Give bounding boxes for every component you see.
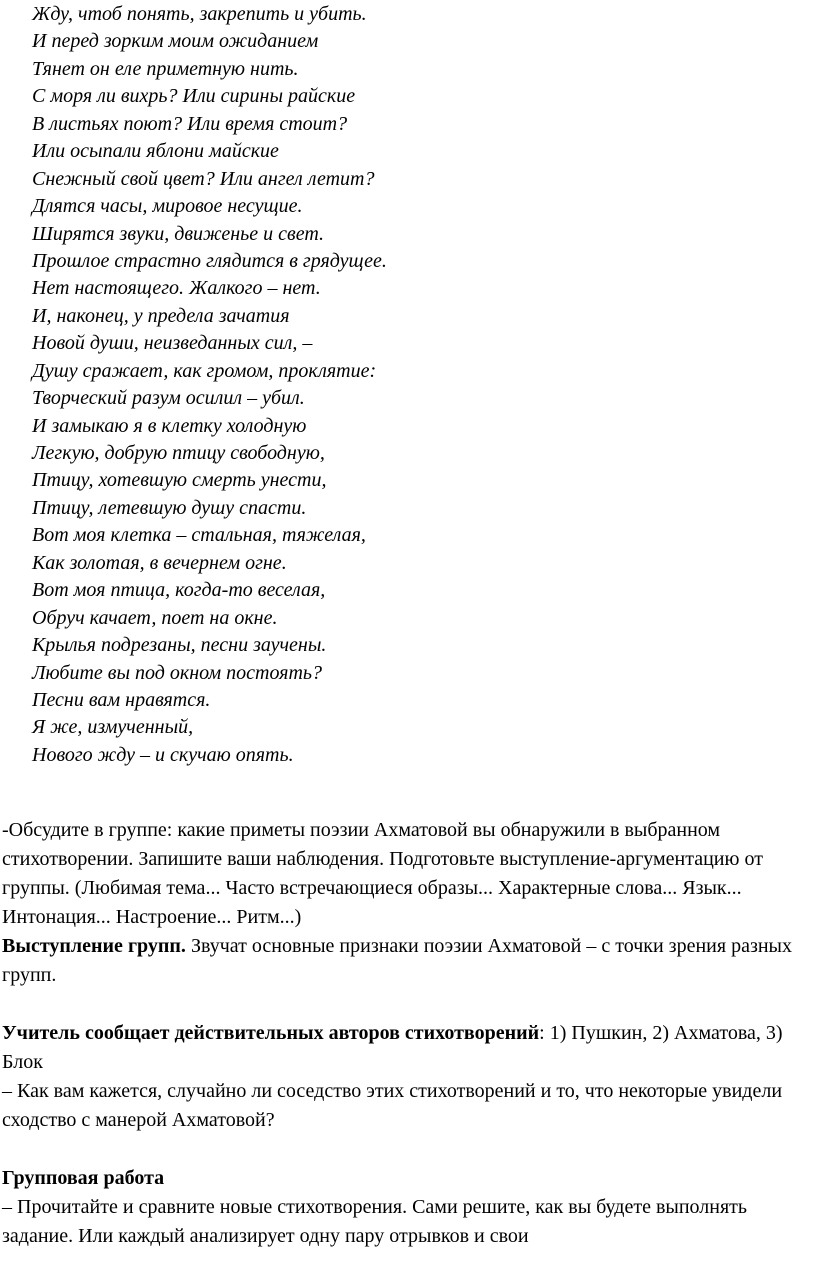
poem-line: В листьях поют? Или время стоит?	[32, 112, 348, 135]
presentation-heading: Выступление групп.	[2, 935, 186, 957]
teacher-paragraph	[2, 1019, 810, 1077]
poem-line: Обруч качает, поет на окне.	[32, 606, 278, 629]
teacher-text: : 1) Пушкин, 2) Ахматова, 3) Блок	[2, 1022, 783, 1073]
poem-line: Легкую, добрую птицу свободную,	[32, 442, 325, 464]
poem-line: Творческий разум осилил – убил.	[32, 387, 305, 410]
teacher-question: – Как вам кажется, случайно ли соседство этих стихотворений и то, что некоторые увидели сходство с манерой Ахматовой?	[2, 1080, 783, 1131]
poem-line: Снежный свой цвет? Или ангел летит?	[32, 167, 375, 190]
poem-line: Песни вам нравятся.	[32, 688, 211, 711]
poem-line: Душу сражает, как громом, проклятие:	[32, 359, 377, 382]
presentation-paragraph	[2, 932, 810, 990]
poem-line: Как золотая, в вечернем огне.	[32, 551, 287, 574]
lesson-instructions	[2, 816, 810, 1251]
poem-line: Вот моя птица, когда-то веселая,	[32, 579, 326, 602]
poem-line: Нового жду – и скучаю опять.	[32, 743, 294, 766]
poem-line: И, наконец, у предела зачатия	[32, 304, 290, 327]
poem-line: И замыкаю я в клетку холодную	[32, 414, 307, 437]
poem-line: Крылья подрезаны, песни заучены.	[32, 634, 327, 657]
poem-line: Тянет он еле приметную нить.	[32, 57, 299, 80]
poem-line: Длятся часы, мировое несущие.	[32, 195, 303, 218]
poem-line: Ширятся звуки, движенье и свет.	[32, 222, 325, 245]
poem-line: Или осыпали яблони майские	[32, 140, 279, 163]
poem-line: Вот моя клетка – стальная, тяжелая,	[32, 524, 366, 547]
spacer	[2, 990, 810, 1019]
poem-line: Любите вы под окном постоять?	[32, 661, 323, 684]
poem-line: Я же, измученный,	[32, 716, 194, 739]
poem	[32, 1, 772, 769]
poem-line: Прошлое страстно глядится в грядущее.	[32, 249, 387, 272]
group-work-heading: Групповая работа	[2, 1167, 165, 1189]
group-work-paragraph: – Прочитайте и сравните новые стихотворения. Сами решите, как вы будете выполнять задание. Или каждый анализирует одну пару отрывков и свои	[2, 1196, 748, 1247]
poem-line: Нет настоящего. Жалкого – нет.	[32, 277, 321, 300]
poem-line: И перед зорким моим ожиданием	[32, 30, 319, 53]
spacer	[2, 1135, 810, 1164]
poem-line: С моря ли вихрь? Или сирины райские	[32, 85, 356, 108]
discussion-paragraph: -Обсудите в группе: какие приметы поэзии Ахматовой вы обнаружили в выбранном стихотворении. Запишите ваши наблюдения. Подготовьте выступление-аргументацию от группы. (Любимая тема... Часто встречающиеся образы... Характерные слова... Язык... Интонация... Настроение... Ритм...)	[2, 819, 763, 928]
presentation-text: Звучат основные признаки поэзии Ахматовой – с точки зрения разных групп.	[2, 935, 792, 986]
poem-line: Новой души, неизведанных сил, –	[32, 332, 313, 355]
teacher-heading: Учитель сообщает действительных авторов стихотворений	[2, 1022, 540, 1044]
group-work-heading-line	[2, 1164, 810, 1193]
poem-line: Птицу, летевшую душу спасти.	[32, 496, 307, 519]
poem-line: Птицу, хотевшую смерть унести,	[32, 469, 327, 492]
poem-line: Жду, чтоб понять, закрепить и убить.	[32, 3, 367, 25]
